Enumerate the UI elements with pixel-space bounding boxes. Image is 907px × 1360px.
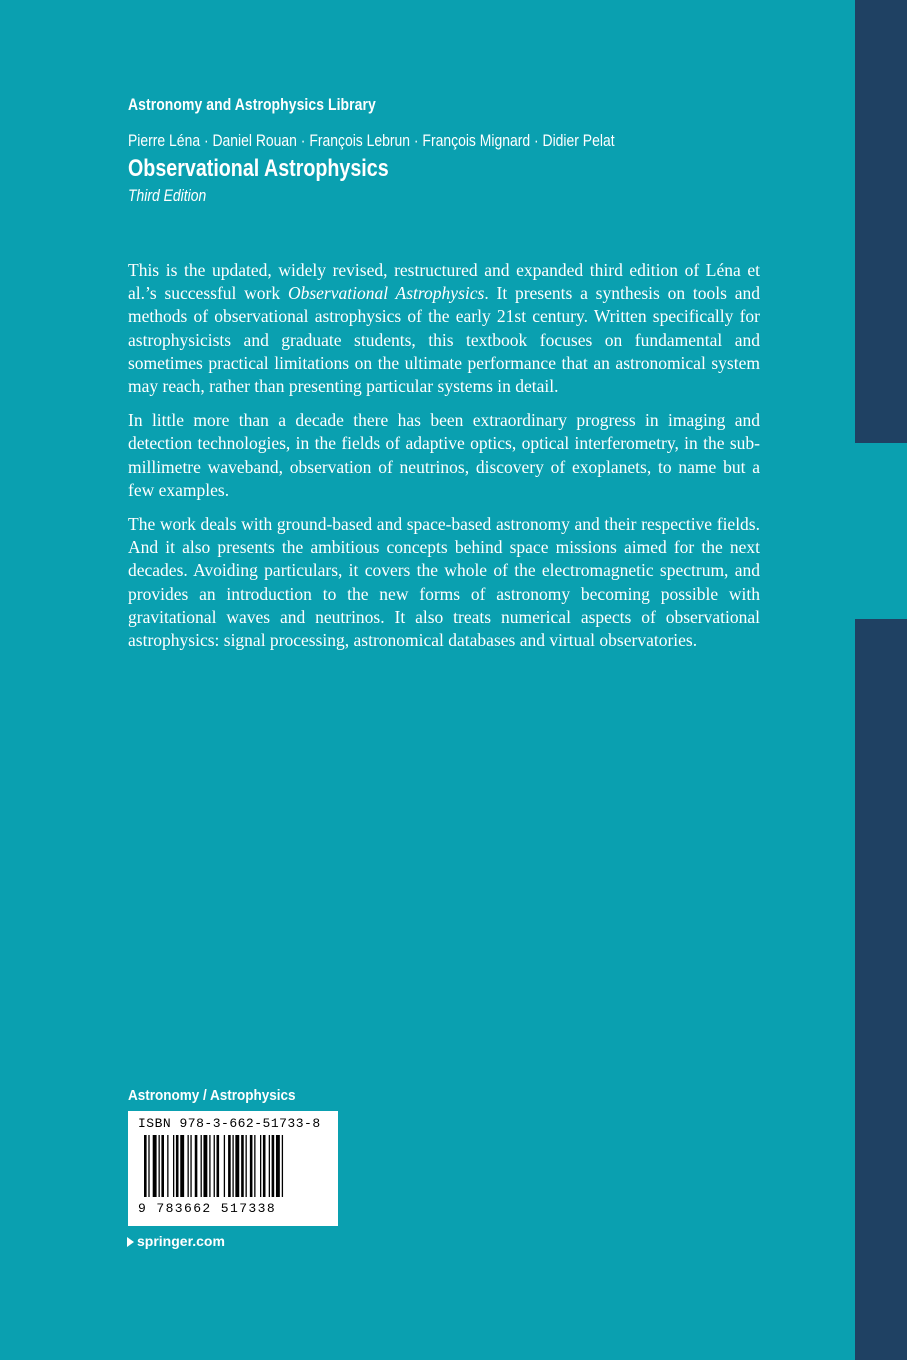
- author-list: Pierre Léna · Daniel Rouan · François Lebrun · François Mignard · Didier Pelat: [128, 131, 615, 150]
- isbn-barcode: [128, 1111, 338, 1226]
- barcode-bar: [190, 1135, 191, 1197]
- spine-band-top: [855, 0, 907, 443]
- barcode-bar: [272, 1135, 275, 1197]
- barcode-bar: [246, 1135, 247, 1197]
- blurb: [128, 259, 760, 663]
- blurb-paragraph-3: The work deals with ground-based and space-based astronomy and their respective fields. And it also presents the ambitious concepts behind space missions aimed for the next decades. Avoiding particulars, it covers the whole of the electromagnetic spectrum, and provides an introduction to the new forms of astronomy becoming possible with gravitational waves and neutrinos. It also treats numerical aspects of observational astrophysics: signal processing, astronomical databases and virtual observatories.: [128, 514, 760, 651]
- blurb-paragraph-2: In little more than a decade there has been extraordinary progress in imaging and detection technologies, in the fields of adaptive optics, optical interferometry, in the sub-millimetre waveband, observation of neutrinos, discovery of exoplanets, to name but a few examples.: [128, 410, 760, 500]
- isbn-text: ISBN 978-3-662-51733-8: [138, 1116, 321, 1131]
- edition-label: Third Edition: [128, 186, 207, 205]
- barcode-bar: [161, 1135, 164, 1197]
- arrow-right-icon: [127, 1237, 134, 1247]
- series-name: Astronomy and Astrophysics Library: [128, 95, 376, 114]
- barcode-bar: [144, 1135, 147, 1197]
- cover-header: [128, 95, 721, 206]
- subject-category: Astronomy / Astrophysics: [128, 1087, 296, 1104]
- barcode-bar: [263, 1135, 266, 1197]
- barcode-bar: [203, 1135, 207, 1197]
- barcode-bar: [159, 1135, 160, 1197]
- barcode-bar: [250, 1135, 253, 1197]
- barcode-bar: [173, 1135, 174, 1197]
- barcode-bar: [167, 1135, 168, 1197]
- barcode-bar: [209, 1135, 210, 1197]
- book-title: Observational Astrophysics: [128, 155, 389, 182]
- barcode-bar: [241, 1135, 244, 1197]
- barcode-bar: [260, 1135, 261, 1197]
- barcode-bar: [235, 1135, 239, 1197]
- publisher-link-text: springer.com: [137, 1233, 225, 1249]
- barcode-bar: [214, 1135, 215, 1197]
- barcode-bar: [180, 1135, 184, 1197]
- barcode-digits: 9 783662 517338: [138, 1201, 277, 1216]
- barcode-bar: [228, 1135, 231, 1197]
- barcode-bar: [217, 1135, 220, 1197]
- barcode-bar: [232, 1135, 233, 1197]
- barcode-bar: [188, 1135, 189, 1197]
- barcode-bar: [282, 1135, 283, 1197]
- barcode-bar: [153, 1135, 157, 1197]
- barcode-bar: [276, 1135, 280, 1197]
- spine-band-bottom: [855, 619, 907, 1360]
- publisher-link[interactable]: [127, 1233, 225, 1249]
- barcode-bar: [224, 1135, 225, 1197]
- barcode-bar: [176, 1135, 179, 1197]
- barcode-bar: [254, 1135, 255, 1197]
- blurb-p1-text-a: This is the updated, widely revised, restructured and expanded third edition of Léna et al.’s successful work: [128, 260, 760, 304]
- barcode-bar: [201, 1135, 202, 1197]
- blurb-paragraph-1: [128, 259, 760, 398]
- barcode-bar: [148, 1135, 149, 1197]
- blurb-p1-italic: Observational Astrophysics: [287, 283, 485, 304]
- barcode-bar: [195, 1135, 198, 1197]
- barcode-bar: [269, 1135, 270, 1197]
- blurb-p1-text-b: . It presents a synthesis on tools and methods of observational astrophysics of the early 21st century. Written specifically for astrophysicists and graduate students, this textbook focuses on fundamental and sometimes practical limitations on the ultimate performance that an astronomical system may reach, rather than presenting particular systems in detail.: [128, 283, 760, 397]
